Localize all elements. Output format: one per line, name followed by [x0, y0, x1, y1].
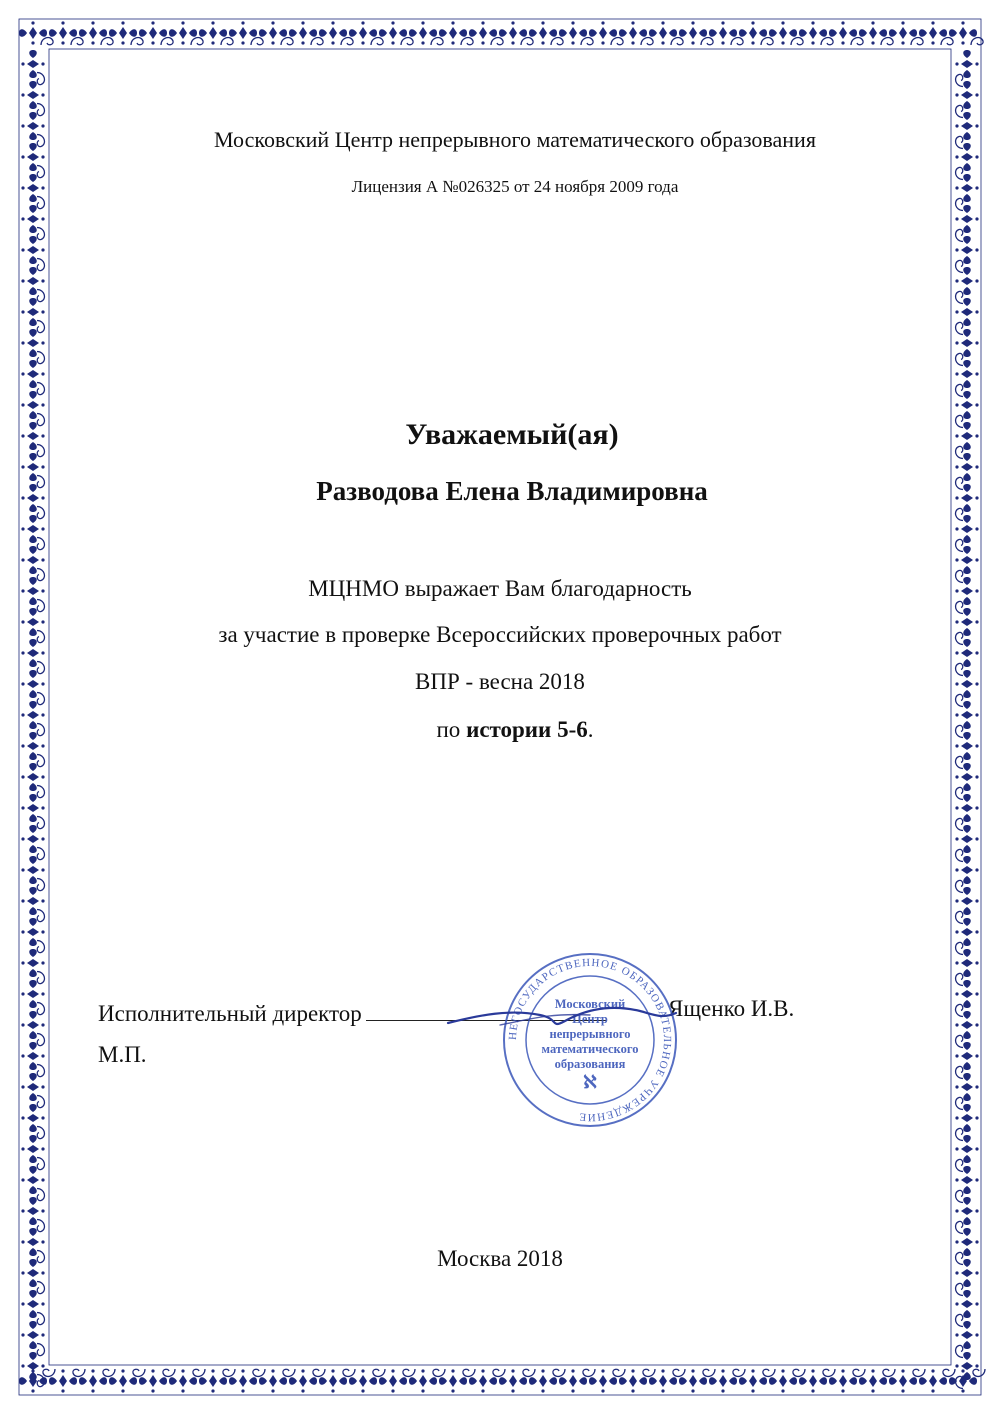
stamp-line-4: математического [541, 1042, 639, 1056]
border-scroll [956, 1345, 963, 1357]
border-scroll [37, 538, 44, 550]
border-scroll [223, 1369, 235, 1376]
border-scroll [281, 38, 293, 45]
city-year: Москва 2018 [437, 1246, 563, 1271]
border-scroll [956, 291, 963, 303]
border-scroll [673, 1369, 685, 1376]
border-scroll [853, 1369, 865, 1376]
seal-label: М.П. [98, 1042, 147, 1067]
border-scroll [431, 38, 443, 45]
border-scroll [37, 1127, 44, 1139]
border-scroll [73, 1369, 85, 1376]
border-scroll [956, 694, 963, 706]
border-inner-line [49, 49, 951, 1365]
border-scroll [341, 38, 353, 45]
border-scroll [37, 848, 44, 860]
border-scroll [37, 1003, 44, 1015]
border-scroll [313, 1369, 325, 1376]
border-scroll [131, 38, 143, 45]
border-scroll [956, 1035, 963, 1047]
handwritten-signature [440, 985, 700, 1045]
subject-prefix: по [436, 717, 467, 742]
border-scroll [37, 352, 44, 364]
stamp-line-2: Центр [572, 1012, 608, 1026]
border-scroll [311, 38, 323, 45]
border-scroll [641, 38, 653, 45]
border-scroll [251, 38, 263, 45]
border-scroll [37, 259, 44, 271]
border-scroll [956, 1128, 963, 1140]
border-scroll [973, 1369, 985, 1376]
border-scroll [37, 1282, 44, 1294]
border-scroll [37, 1034, 44, 1046]
stamp-line-3: непрерывного [549, 1027, 631, 1041]
subject-line [15, 717, 1000, 743]
border-scroll [37, 1344, 44, 1356]
border-scroll [941, 38, 953, 45]
signer-position: Исполнительный директор [98, 1001, 362, 1026]
border-motif [19, 21, 47, 44]
border-scroll [493, 1369, 505, 1376]
border-scroll [956, 601, 963, 613]
border-scroll [161, 38, 173, 45]
border-scroll [133, 1369, 145, 1376]
recipient-name: Разводова Елена Владимировна [316, 476, 708, 506]
border-scroll [37, 1189, 44, 1201]
border-scroll [433, 1369, 445, 1376]
border-scroll [911, 38, 923, 45]
border-scroll [956, 942, 963, 954]
border-scroll [583, 1369, 595, 1376]
border-scroll [956, 1376, 963, 1388]
border-scroll [956, 508, 963, 520]
border-scroll [823, 1369, 835, 1376]
stamp-outer-text: НЕГОСУДАРСТВЕННОЕ ОБРАЗОВАТЕЛЬНОЕ УЧРЕЖДЕНИЕ [506, 956, 674, 1124]
border-scroll [956, 198, 963, 210]
border-scroll [956, 1190, 963, 1202]
border-scroll [373, 1369, 385, 1376]
border-scroll [643, 1369, 655, 1376]
exam-season-line: ВПР - весна 2018 [415, 669, 585, 694]
border-scroll [956, 1159, 963, 1171]
border-scroll [956, 756, 963, 768]
border-scroll [37, 817, 44, 829]
border-scroll [851, 38, 863, 45]
border-scroll [731, 38, 743, 45]
border-scroll [943, 1369, 955, 1376]
border-scroll [611, 38, 623, 45]
border-scroll [956, 105, 963, 117]
border-scroll [103, 1369, 115, 1376]
gratitude-line: МЦНМО выражает Вам благодарность [308, 576, 692, 601]
border-scroll [821, 38, 833, 45]
border-scroll [761, 38, 773, 45]
border-scroll [193, 1369, 205, 1376]
border-scroll [41, 38, 53, 45]
border-scroll [956, 260, 963, 272]
border-scroll [37, 1220, 44, 1232]
border-outer-line [19, 19, 981, 1395]
border-scroll [956, 818, 963, 830]
border-scroll [956, 539, 963, 551]
border-scroll [521, 38, 533, 45]
border-scroll [956, 353, 963, 365]
border-scroll [956, 1004, 963, 1016]
border-scroll [956, 1066, 963, 1078]
border-scroll [613, 1369, 625, 1376]
border-scroll [37, 73, 44, 85]
border-motif [955, 50, 978, 78]
border-scroll [491, 38, 503, 45]
border-scroll [403, 1369, 415, 1376]
border-scroll [703, 1369, 715, 1376]
border-scroll [581, 38, 593, 45]
border-scroll [553, 1369, 565, 1376]
border-scroll [163, 1369, 175, 1376]
border-scroll [37, 941, 44, 953]
border-scroll [956, 384, 963, 396]
border-scroll [37, 104, 44, 116]
border-scroll [401, 38, 413, 45]
border-scroll [461, 38, 473, 45]
border-scroll [883, 1369, 895, 1376]
border-scroll [956, 911, 963, 923]
border-scroll [956, 74, 963, 86]
border-scroll [191, 38, 203, 45]
border-scroll [253, 1369, 265, 1376]
border-scroll [37, 197, 44, 209]
border-scroll [37, 972, 44, 984]
stamp-line-1: Московский [554, 997, 626, 1011]
border-scroll [37, 166, 44, 178]
signer-name: Ященко И.В. [668, 996, 795, 1021]
border-scroll [343, 1369, 355, 1376]
border-scroll [956, 1314, 963, 1326]
subject-name: истории 5-6 [466, 717, 588, 742]
border-scroll [37, 321, 44, 333]
border-scroll [701, 38, 713, 45]
border-scroll [956, 322, 963, 334]
border-scroll [956, 973, 963, 985]
border-scroll [551, 38, 563, 45]
border-scroll [221, 38, 233, 45]
border-scroll [956, 1283, 963, 1295]
border-scroll [101, 38, 113, 45]
border-scroll [956, 1221, 963, 1233]
organization-name: Московский Центр непрерывного математического образования [214, 127, 816, 152]
stamp-emblem: ℵ [583, 1072, 597, 1092]
border-scroll [283, 1369, 295, 1376]
participation-line: за участие в проверке Всероссийских проверочных работ [218, 622, 782, 647]
border-scroll [956, 787, 963, 799]
license-info: Лицензия А №026325 от 24 ноября 2009 года [351, 177, 679, 196]
stamp-line-5: образования [554, 1057, 626, 1071]
border-scroll [37, 879, 44, 891]
border-scroll [37, 755, 44, 767]
salutation: Уважаемый(ая) [405, 418, 619, 451]
border-scroll [523, 1369, 535, 1376]
border-scroll [463, 1369, 475, 1376]
border-scroll [956, 1097, 963, 1109]
border-scroll [37, 1313, 44, 1325]
subject-suffix: . [587, 717, 594, 742]
border-scroll [956, 880, 963, 892]
border-scroll [43, 1369, 55, 1376]
border-scroll [37, 383, 44, 395]
border-scroll [763, 1369, 775, 1376]
border-scroll [791, 38, 803, 45]
border-scroll [37, 1096, 44, 1108]
border-scroll [37, 290, 44, 302]
border-scroll [37, 1158, 44, 1170]
border-scroll [671, 38, 683, 45]
border-scroll [956, 229, 963, 241]
border-scroll [881, 38, 893, 45]
border-scroll [37, 1065, 44, 1077]
border-scroll [913, 1369, 925, 1376]
border-scroll [37, 910, 44, 922]
border-scroll [371, 38, 383, 45]
border-scroll [956, 849, 963, 861]
border-scroll [793, 1369, 805, 1376]
border-scroll [71, 38, 83, 45]
border-scroll [37, 507, 44, 519]
border-scroll [37, 786, 44, 798]
border-scroll [733, 1369, 745, 1376]
border-scroll [37, 228, 44, 240]
